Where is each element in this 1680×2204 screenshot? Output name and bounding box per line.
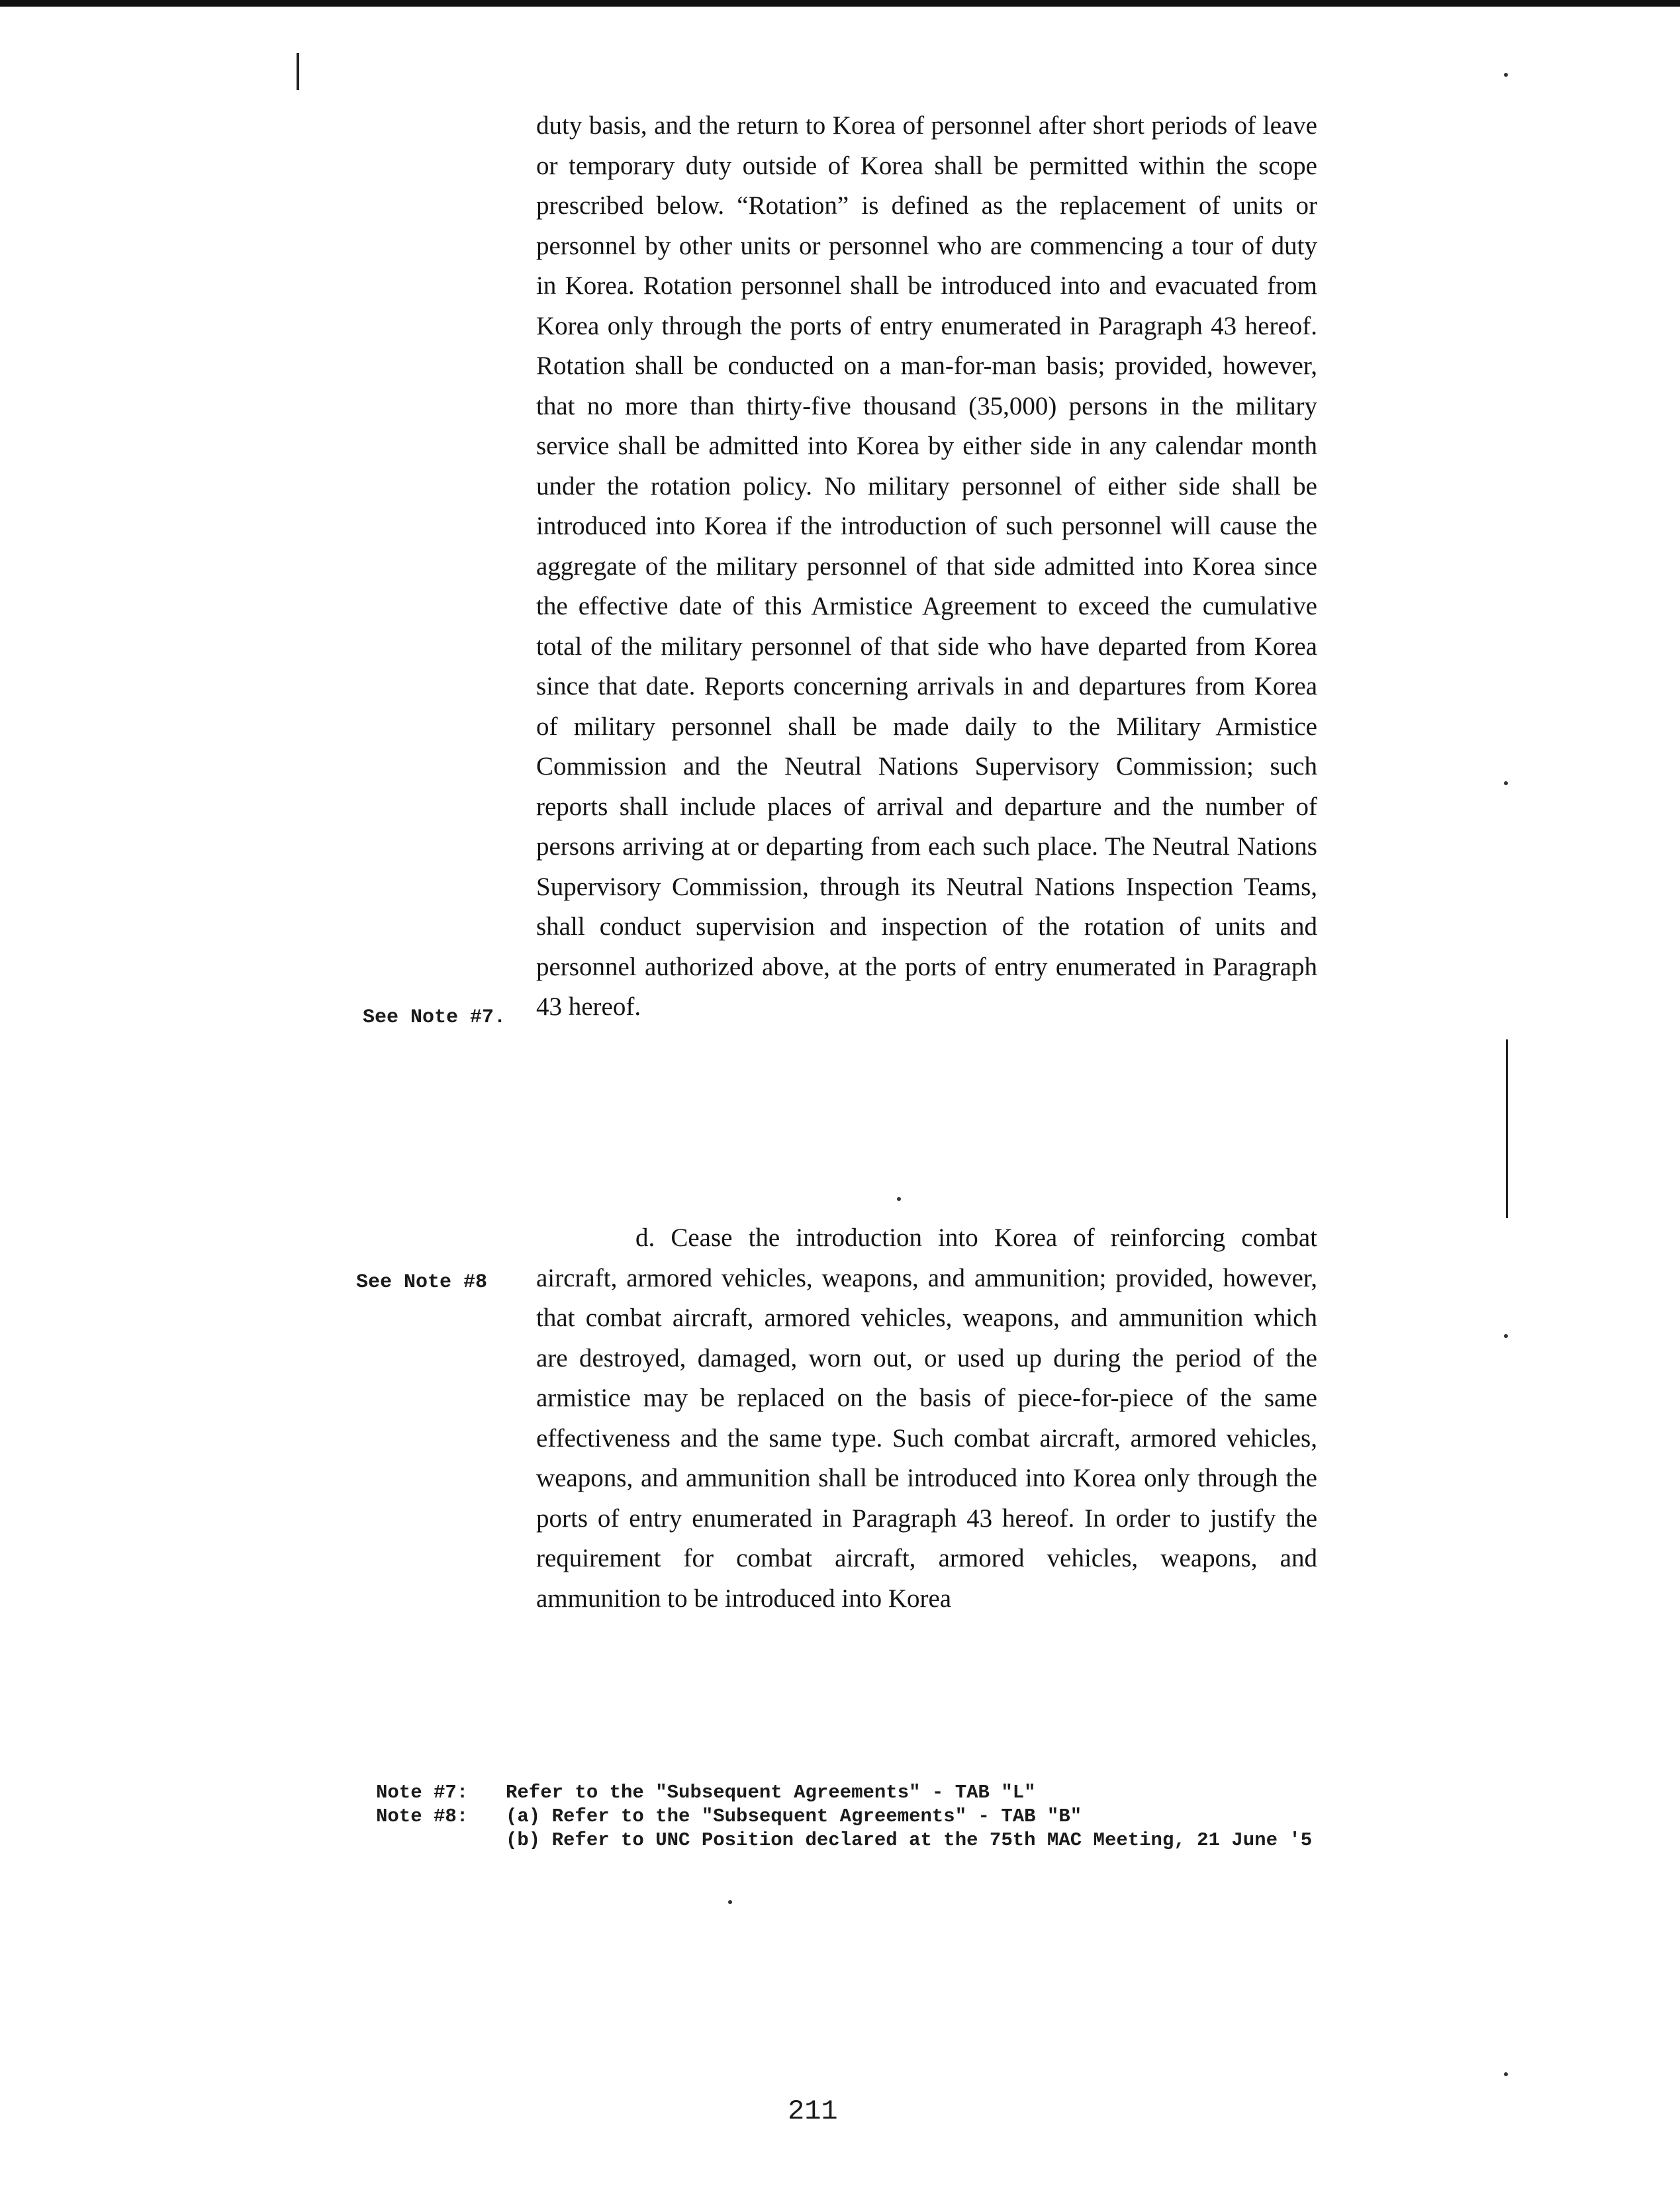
scan-speck	[897, 1197, 901, 1201]
side-note-7: See Note #7.	[363, 1006, 506, 1029]
scan-speck	[1504, 73, 1508, 77]
scan-speck	[728, 1900, 732, 1904]
footnote-8-continued	[376, 1829, 1312, 1852]
scan-top-border	[0, 0, 1680, 7]
scan-speck	[1504, 1334, 1508, 1338]
footnote-7	[376, 1781, 1312, 1805]
margin-mark	[1506, 1039, 1508, 1218]
scan-speck	[1504, 2072, 1508, 2076]
scan-speck	[1504, 781, 1508, 785]
footnotes	[376, 1781, 1312, 1852]
footnote-8-a: (a) Refer to the "Subsequent Agreements" - TAB "B"	[506, 1805, 1082, 1827]
footnote-8	[376, 1805, 1312, 1829]
footnote-8-b: (b) Refer to UNC Position declared at the 75th MAC Meeting, 21 June '5	[506, 1829, 1313, 1851]
footnote-8-label: Note #8:	[376, 1805, 469, 1827]
paragraph-d: d. Cease the introduction into Korea of reinforcing combat aircraft, armored vehicles, weapons, and ammunition; provided, however, that combat aircraft, armored vehicles, weapons, and ammunition which are destroyed, damaged, worn out, or used up during the period of the armistice may be replaced on the basis of piece-for-piece of the same effectiveness and the same type. Such combat aircraft, armored vehicles, weapons, and ammunition shall be introduced into Korea only through the ports of entry enumerated in Paragraph 43 hereof. In order to justify the requirement for combat aircraft, armored vehicles, weapons, and ammunition to be introduced into Korea	[536, 1223, 1317, 1613]
side-note-8: See Note #8	[356, 1271, 488, 1294]
margin-mark	[297, 53, 299, 90]
page-number: 211	[788, 2095, 838, 2127]
paragraph-c: duty basis, and the return to Korea of personnel after short periods of leave or temporary duty outside of Korea shall be permitted within the scope prescribed below. “Rotation” is defined as the replacement of units or personnel by other units or personnel who are commencing a tour of duty in Korea. Rotation personnel shall be introduced into and evacuated from Korea only through the ports of entry enumerated in Paragraph 43 hereof. Rotation shall be conducted on a man-for-man basis; provided, however, that no more than thirty-five thousand (35,000) persons in the military service shall be admitted into Korea by either side in any calendar month under the rotation policy. No military personnel of either side shall be introduced into Korea if the introduction of such personnel will cause the aggregate of the military personnel of that side admitted into Korea since the effective date of this Armistice Agreement to exceed the cumulative total of the military personnel of that side who have departed from Korea since that date. Reports concerning arrivals in and departures from Korea of military personnel shall be made daily to the Military Armistice Commission and the Neutral Nations Supervisory Commission; such reports shall include places of arrival and departure and the number of persons arriving at or departing from each such place. The Neutral Nations Supervisory Commission, through its Neutral Nations Inspection Teams, shall conduct supervision and inspection of the rotation of units and personnel authorized above, at the ports of entry enumerated in Paragraph 43 hereof.	[536, 111, 1317, 1021]
footnote-7-label: Note #7:	[376, 1782, 469, 1803]
footnote-7-text: Refer to the "Subsequent Agreements" - TAB "L"	[506, 1782, 1036, 1803]
